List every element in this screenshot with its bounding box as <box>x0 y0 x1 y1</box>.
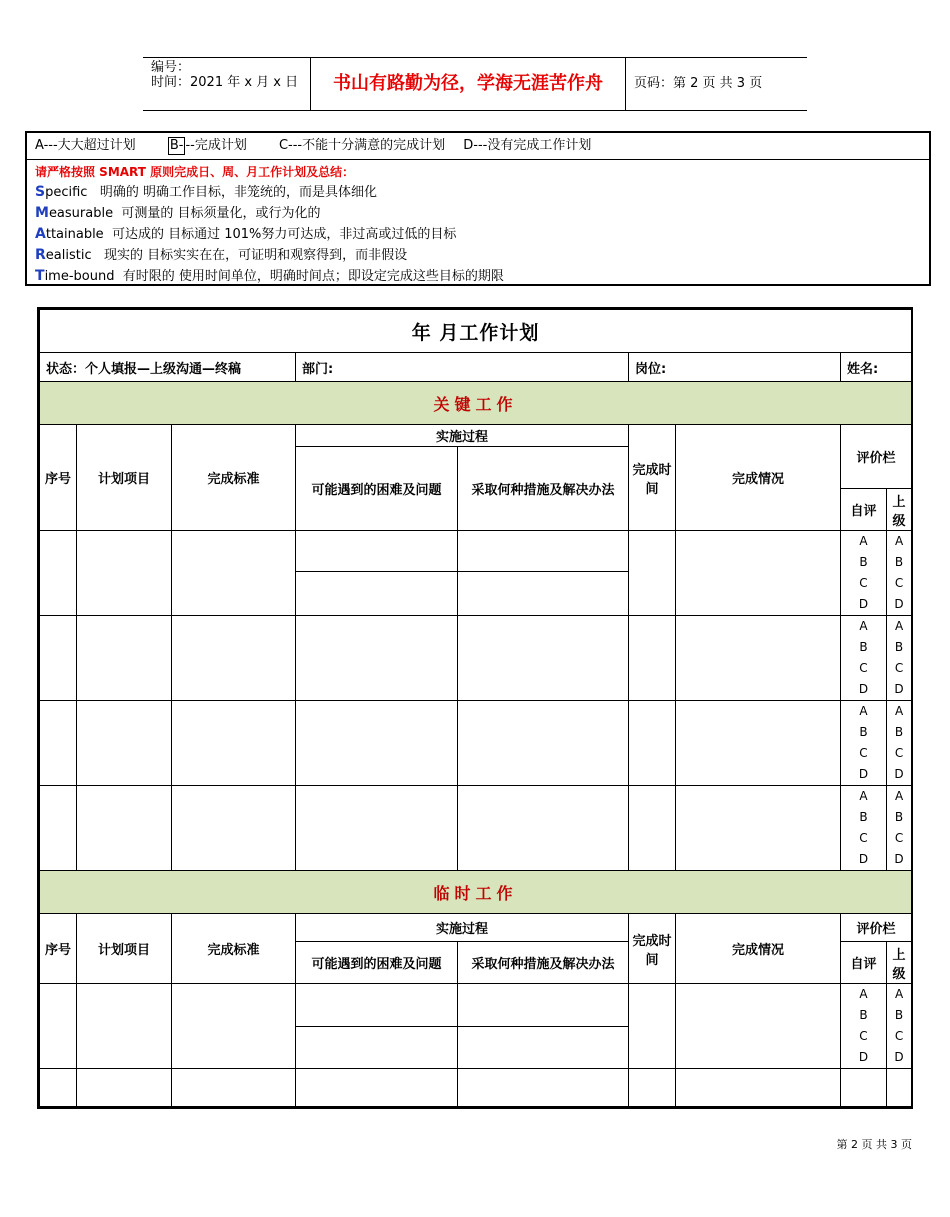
cell[interactable] <box>458 786 629 871</box>
col-status: 完成情况 <box>676 914 841 984</box>
cell[interactable] <box>458 984 629 1027</box>
page-header <box>143 57 807 111</box>
col-self: 自评 <box>841 489 887 531</box>
col-process: 实施过程 <box>296 425 629 447</box>
cell[interactable] <box>629 616 676 701</box>
boss-grade-options[interactable]: A B C D <box>887 786 912 871</box>
smart-item: Realistic 现实的 目标实实在在，可证明和观察得到，而非假设 <box>35 247 408 263</box>
position-field[interactable]: 岗位: <box>629 353 841 382</box>
serial-label: 编号： <box>151 60 191 75</box>
cell[interactable] <box>458 1069 629 1107</box>
col-time: 完成时间 <box>629 914 676 984</box>
self-grade-options[interactable]: A B C D <box>841 616 887 701</box>
cell[interactable] <box>77 786 172 871</box>
cell[interactable] <box>77 616 172 701</box>
boss-grade-options[interactable]: A B C D <box>887 701 912 786</box>
col-boss: 上级 <box>887 489 912 531</box>
cell[interactable] <box>676 1069 841 1107</box>
grade-c-text: C---不能十分满意的完成计划 <box>278 138 446 153</box>
col-measures: 采取何种措施及解决办法 <box>458 942 629 984</box>
cell[interactable] <box>77 984 172 1069</box>
table-row[interactable] <box>40 1069 77 1107</box>
col-eval: 评价栏 <box>841 425 912 489</box>
cell[interactable] <box>629 984 676 1069</box>
col-item: 计划项目 <box>77 914 172 984</box>
cell[interactable] <box>77 531 172 616</box>
grade-b-box: B- <box>169 138 184 153</box>
grade-b-text: --完成计划 <box>185 138 247 153</box>
col-self: 自评 <box>841 942 887 984</box>
cell[interactable] <box>676 984 841 1069</box>
plan-title: 年 月工作计划 <box>40 310 912 353</box>
time-label: 时间：2021 年 x 月 x 日 <box>151 75 299 90</box>
cell[interactable] <box>296 701 458 786</box>
table-row[interactable] <box>40 984 77 1069</box>
col-process: 实施过程 <box>296 914 629 942</box>
page-footer: 第 2 页 共 3 页 <box>836 1138 912 1151</box>
cell[interactable] <box>172 531 296 616</box>
self-grade-options[interactable]: A B C D <box>841 984 887 1069</box>
cell[interactable] <box>676 701 841 786</box>
cell[interactable] <box>172 701 296 786</box>
table-row[interactable] <box>40 616 77 701</box>
dept-field[interactable]: 部门: <box>296 353 629 382</box>
smart-item: Measurable 可测量的 目标须量化，或行为化的 <box>35 205 321 221</box>
self-grade-options[interactable]: A B C D <box>841 701 887 786</box>
col-boss: 上级 <box>887 942 912 984</box>
col-no: 序号 <box>40 425 77 531</box>
cell[interactable] <box>458 701 629 786</box>
grade-d-text: D---没有完成工作计划 <box>463 138 592 153</box>
self-grade-options[interactable]: A B C D <box>841 786 887 871</box>
status-field: 状态：个人填报—上级沟通—终稿 <box>40 353 296 382</box>
cell[interactable] <box>676 616 841 701</box>
col-item: 计划项目 <box>77 425 172 531</box>
smart-item: Time-bound 有时限的 使用时间单位，明确时间点；即设定完成这些目标的期限 <box>35 268 504 284</box>
cell[interactable] <box>172 984 296 1069</box>
cell[interactable] <box>458 1027 629 1069</box>
cell[interactable] <box>676 786 841 871</box>
table-row[interactable] <box>40 786 77 871</box>
cell[interactable] <box>458 572 629 616</box>
table-row[interactable] <box>40 531 77 616</box>
cell[interactable] <box>296 531 458 572</box>
section-key-work: 关键工作 <box>40 382 912 425</box>
smart-guide <box>25 131 931 286</box>
cell[interactable] <box>629 701 676 786</box>
table-row[interactable] <box>40 701 77 786</box>
cell[interactable] <box>458 616 629 701</box>
cell[interactable] <box>172 616 296 701</box>
boss-grade-options[interactable]: A B C D <box>887 616 912 701</box>
grading-legend <box>27 133 929 160</box>
col-standard: 完成标准 <box>172 914 296 984</box>
cell[interactable] <box>77 701 172 786</box>
motto: 书山有路勤为径，学海无涯苦作舟 <box>311 58 626 110</box>
cell[interactable] <box>296 1069 458 1107</box>
cell[interactable] <box>77 1069 172 1107</box>
cell[interactable] <box>172 1069 296 1107</box>
cell[interactable] <box>629 531 676 616</box>
boss-grade-options[interactable]: A B C D <box>887 984 912 1069</box>
boss-grade-options[interactable]: A B C D <box>887 531 912 616</box>
cell[interactable] <box>296 1027 458 1069</box>
cell[interactable] <box>887 1069 912 1107</box>
cell[interactable] <box>841 1069 887 1107</box>
name-field[interactable]: 姓名: <box>841 353 912 382</box>
cell[interactable] <box>629 786 676 871</box>
col-problems: 可能遇到的困难及问题 <box>296 942 458 984</box>
smart-item: Specific 明确的 明确工作目标，非笼统的，而是具体细化 <box>35 184 377 200</box>
col-status: 完成情况 <box>676 425 841 531</box>
monthly-plan-table <box>37 307 913 1109</box>
col-measures: 采取何种措施及解决办法 <box>458 447 629 531</box>
col-time: 完成时间 <box>629 425 676 531</box>
smart-item: Attainable 可达成的 目标通过 101%努力可达成，非过高或过低的目标 <box>35 226 457 242</box>
cell[interactable] <box>629 1069 676 1107</box>
cell[interactable] <box>296 786 458 871</box>
col-no: 序号 <box>40 914 77 984</box>
col-standard: 完成标准 <box>172 425 296 531</box>
header-meta <box>143 58 311 110</box>
col-problems: 可能遇到的困难及问题 <box>296 447 458 531</box>
grade-a-text: A---大大超过计划 <box>35 138 136 153</box>
page-info: 页码：第 2 页 共 3 页 <box>634 76 763 91</box>
cell[interactable] <box>296 616 458 701</box>
cell[interactable] <box>676 531 841 616</box>
cell[interactable] <box>458 531 629 572</box>
cell[interactable] <box>296 572 458 616</box>
self-grade-options[interactable]: A B C D <box>841 531 887 616</box>
section-temp-work: 临时工作 <box>40 871 912 914</box>
col-eval: 评价栏 <box>841 914 912 942</box>
smart-instruction: 请严格按照 SMART 原则完成日、周、月工作计划及总结： <box>35 165 355 179</box>
cell[interactable] <box>296 984 458 1027</box>
cell[interactable] <box>172 786 296 871</box>
